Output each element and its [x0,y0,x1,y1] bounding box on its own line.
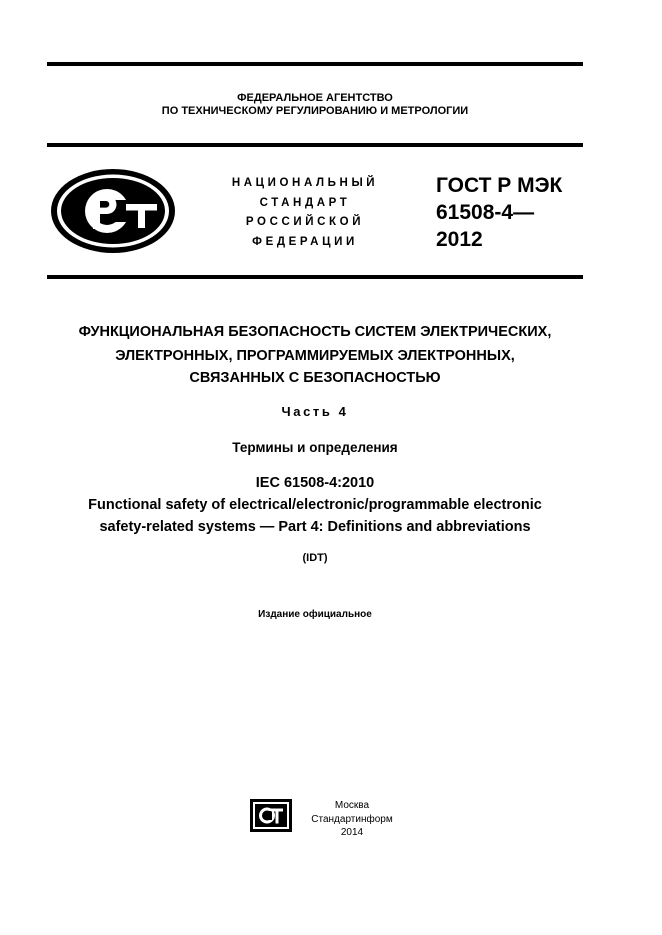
gost-r-certification-mark-icon [48,166,178,256]
title-line-1: ФУНКЦИОНАЛЬНАЯ БЕЗОПАСНОСТЬ СИСТЕМ ЭЛЕКТРИЧЕСКИХ, [78,324,552,340]
national-line-3: РОССИЙСКОЙ [245,216,365,228]
standard-designation [436,172,562,253]
designation-line-1: ГОСТ Р МЭК [436,174,563,197]
subtitle: Термины и определения [232,440,398,455]
standartinform-logo-icon [250,799,292,832]
designation-line-3: 2012 [436,228,483,251]
publication-year: 2014 [340,827,364,838]
publisher-name: Стандартинформ [311,813,393,825]
title-rule [47,275,583,279]
title-line-3: СВЯЗАННЫХ С БЕЗОПАСНОСТЬЮ [189,370,441,386]
national-line-2: СТАНДАРТ [259,196,351,209]
top-rule [47,62,583,66]
designation-line-2: 61508-4— [436,201,535,224]
national-line-1: НАЦИОНАЛЬНЫЙ [231,177,379,189]
national-line-4: ФЕДЕРАЦИИ [252,235,358,248]
identity-mark: (IDT) [302,552,328,564]
iec-title-line-2: safety-related systems — Part 4: Definitions and abbreviations [99,519,531,535]
iec-designation: IEC 61508-4:2010 [255,475,375,491]
agency-line-1: ФЕДЕРАЛЬНОЕ АГЕНТСТВО [237,92,393,104]
edition-label: Издание официальное [258,609,372,620]
title-line-2: ЭЛЕКТРОННЫХ, ПРОГРАММИРУЕМЫХ ЭЛЕКТРОННЫХ, [115,348,515,364]
agency-line-2: ПО ТЕХНИЧЕСКОМУ РЕГУЛИРОВАНИЮ И МЕТРОЛОГИИ [161,105,469,117]
header-rule [47,143,583,147]
national-standard-label [212,174,398,252]
part-label: Часть 4 [281,404,349,419]
publisher-info [307,799,397,840]
publisher-city: Москва [334,800,370,811]
iec-title-line-1: Functional safety of electrical/electronic/programmable electronic [88,497,542,513]
